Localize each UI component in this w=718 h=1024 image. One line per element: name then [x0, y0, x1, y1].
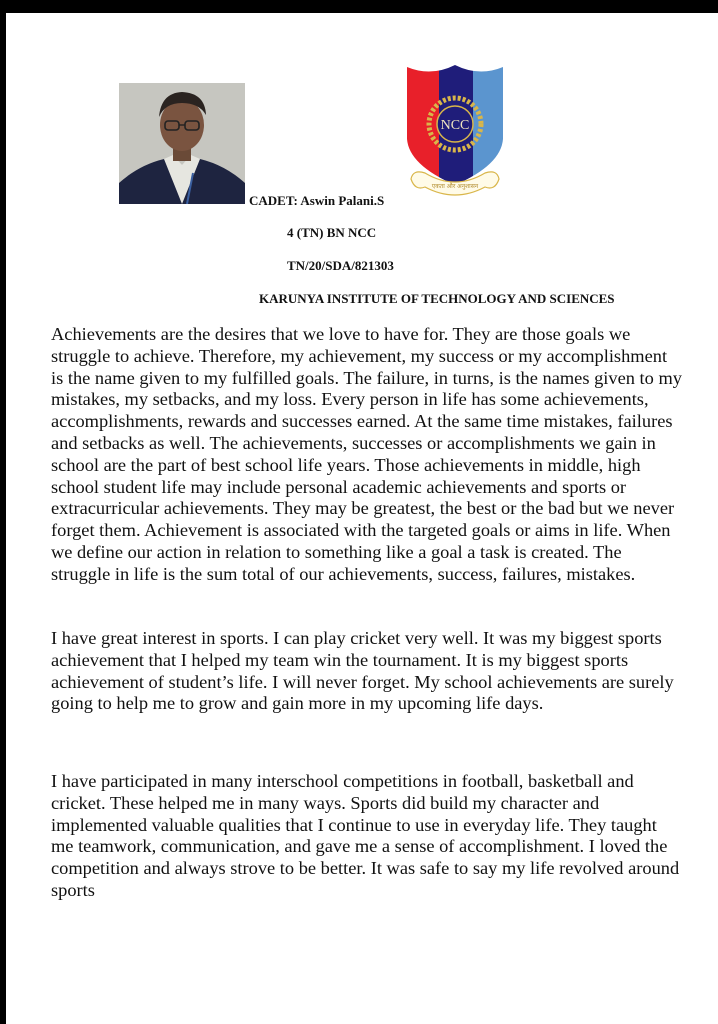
- logo-motto: एकता और अनुशासन: [431, 183, 479, 190]
- ncc-logo: [403, 61, 507, 203]
- cadet-name: CADET: Aswin Palani.S: [249, 193, 385, 208]
- document-page: [6, 13, 718, 1024]
- logo-emblem-text: NCC: [440, 118, 470, 133]
- institution-name: KARUNYA INSTITUTE OF TECHNOLOGY AND SCIENCES: [259, 291, 615, 306]
- regimental-number: TN/20/SDA/821303: [287, 258, 394, 273]
- paragraph-sports-interest: I have great interest in sports. I can play cricket very well. It was my biggest sports achievement that I helped my team win the tournament. It is my biggest sports achievement of student’s life. I will never forget. My school achievements are surely going to help me to grow and gain more in my upcoming life days.: [51, 628, 674, 714]
- battalion: 4 (TN) BN NCC: [287, 225, 377, 240]
- cadet-photo: [119, 83, 245, 204]
- paragraph-achievements: Achievements are the desires that we love to have for. They are those goals we struggle to achieve. Therefore, my achievement, my success or my accomplishment is the name given to my fulfilled goals. The failure, in turns, is the names given to my mistakes, my setbacks, and my loss. Every person in life has some achievements, accomplishments, rewards and successes earned. At the same time mistakes, failures and setbacks as well. The achievements, successes or accomplishments we gain in school are the part of best school life years. Those achievements in middle, high school student life may include personal academic achievements and sports or extracurricular achievements. They may be greatest, the best or the bad but we never forget them. Achievement is associated with the targeted goals or aims in life. When we define our action in relation to something like a goal a task is created. The struggle in life is the sum total of our achievements, success, failures, mistakes.: [51, 324, 682, 584]
- portrait-image: [119, 83, 245, 204]
- paragraph-competitions: I have participated in many interschool competitions in football, basketball and cricket. These helped me in many ways. Sports did build my character and implemented valuable qualities that I continue to use in everyday life. They taught me teamwork, communication, and gave me a sense of accomplishment. I loved the competition and always strove to be better. It was safe to say my life revolved around sports: [51, 771, 680, 900]
